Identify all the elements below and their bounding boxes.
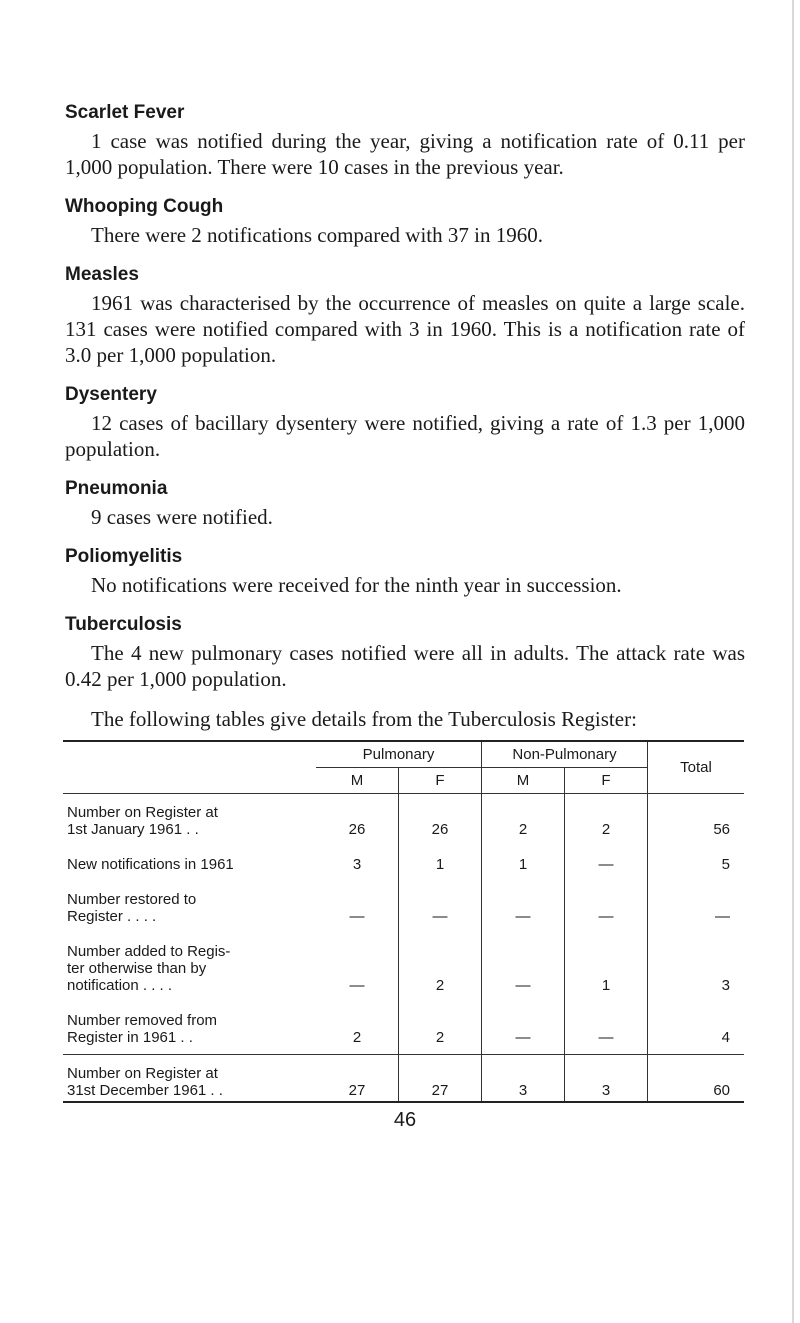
cell-non-pulmonary-f: — bbox=[565, 846, 648, 881]
section-heading-measles: Measles bbox=[65, 264, 139, 285]
cell-total: 4 bbox=[648, 1002, 745, 1055]
pulmonary-header: Pulmonary bbox=[316, 741, 482, 768]
table-row bbox=[63, 881, 744, 933]
cell-non-pulmonary-f: — bbox=[565, 881, 648, 933]
section-text-measles: 1961 was characterised by the occurrence of measles on quite a large scale. 131 cases were notified compared with 3 in 1960. This is a notification rate of 3.0 per 1,000 population. bbox=[65, 291, 745, 367]
row-label: Number on Register at 1st January 1961 . . bbox=[67, 804, 218, 838]
section-heading-poliomyelitis: Poliomyelitis bbox=[65, 546, 183, 567]
pulmonary-m-header: M bbox=[350, 772, 364, 789]
cell-non-pulmonary-f: 3 bbox=[565, 1055, 648, 1103]
section-text-poliomyelitis: No notifications were received for the ninth year in succession. bbox=[91, 573, 622, 597]
cell-total: 5 bbox=[648, 846, 745, 881]
cell-non-pulmonary-f: 2 bbox=[565, 794, 648, 847]
cell-total: 3 bbox=[648, 933, 745, 1002]
page-number: 46 bbox=[393, 1109, 417, 1131]
non-pulmonary-f-header: F bbox=[565, 768, 648, 794]
section-text-pneumonia: 9 cases were notified. bbox=[91, 505, 273, 529]
section-heading-tuberculosis: Tuberculosis bbox=[65, 614, 182, 635]
cell-pulmonary-m: — bbox=[349, 977, 365, 994]
cell-pulmonary-m: 27 bbox=[316, 1055, 399, 1103]
cell-non-pulmonary-f: — bbox=[565, 1002, 648, 1055]
cell-non-pulmonary-m: — bbox=[482, 933, 565, 1002]
section-text-scarlet-fever: 1 case was notified during the year, giving a notification rate of 0.11 per 1,000 population. There were 10 cases in the previous year. bbox=[65, 129, 745, 179]
row-label: Number restored to Register . . . . bbox=[67, 891, 197, 925]
page-edge-shadow bbox=[792, 0, 794, 1323]
cell-non-pulmonary-f: 1 bbox=[565, 933, 648, 1002]
cell-non-pulmonary-m: 3 bbox=[482, 1055, 565, 1103]
table-corner-cell bbox=[63, 741, 316, 794]
cell-pulmonary-m: 26 bbox=[348, 821, 366, 838]
cell-pulmonary-m: 3 bbox=[352, 856, 362, 873]
table-intro: The following tables give details from the Tuberculosis Register: bbox=[91, 707, 637, 731]
tuberculosis-register-table bbox=[63, 740, 744, 1103]
table-row bbox=[63, 794, 744, 847]
table-row bbox=[63, 933, 744, 1002]
non-pulmonary-m-header: M bbox=[482, 768, 565, 794]
section-heading-dysentery: Dysentery bbox=[65, 384, 157, 405]
section-text-tuberculosis: The 4 new pulmonary cases notified were all in adults. The attack rate was 0.42 per 1,000 population. bbox=[65, 641, 745, 691]
cell-pulmonary-f: 26 bbox=[399, 794, 482, 847]
non-pulmonary-header: Non-Pulmonary bbox=[482, 741, 648, 768]
table-row bbox=[63, 1055, 744, 1103]
cell-pulmonary-f: 1 bbox=[399, 846, 482, 881]
cell-pulmonary-m: 2 bbox=[352, 1029, 362, 1046]
page-content bbox=[65, 100, 745, 1132]
cell-pulmonary-f: 2 bbox=[399, 933, 482, 1002]
cell-pulmonary-m: — bbox=[349, 908, 365, 925]
cell-non-pulmonary-m: 1 bbox=[482, 846, 565, 881]
row-label: Number removed from Register in 1961 . . bbox=[67, 1012, 218, 1046]
section-heading-scarlet-fever: Scarlet Fever bbox=[65, 102, 185, 123]
cell-pulmonary-f: — bbox=[399, 881, 482, 933]
row-label: New notifications in 1961 bbox=[67, 856, 234, 873]
cell-total: 60 bbox=[648, 1055, 745, 1103]
cell-pulmonary-f: 2 bbox=[399, 1002, 482, 1055]
cell-non-pulmonary-m: 2 bbox=[482, 794, 565, 847]
row-label: Number added to Regis- ter otherwise than by notification . . . . bbox=[67, 943, 231, 994]
pulmonary-f-header: F bbox=[399, 768, 482, 794]
table-row bbox=[63, 1002, 744, 1055]
section-heading-whooping-cough: Whooping Cough bbox=[65, 196, 224, 217]
cell-non-pulmonary-m: — bbox=[482, 881, 565, 933]
cell-total: — bbox=[648, 881, 745, 933]
section-heading-pneumonia: Pneumonia bbox=[65, 478, 168, 499]
row-label: Number on Register at 31st December 1961 . . bbox=[63, 1055, 316, 1103]
cell-non-pulmonary-m: — bbox=[482, 1002, 565, 1055]
cell-pulmonary-f: 27 bbox=[399, 1055, 482, 1103]
cell-total: 56 bbox=[648, 794, 745, 847]
table-row bbox=[63, 846, 744, 881]
section-text-dysentery: 12 cases of bacillary dysentery were notified, giving a rate of 1.3 per 1,000 population. bbox=[65, 411, 745, 461]
total-header: Total bbox=[648, 741, 745, 794]
section-text-whooping-cough: There were 2 notifications compared with 37 in 1960. bbox=[91, 223, 543, 247]
